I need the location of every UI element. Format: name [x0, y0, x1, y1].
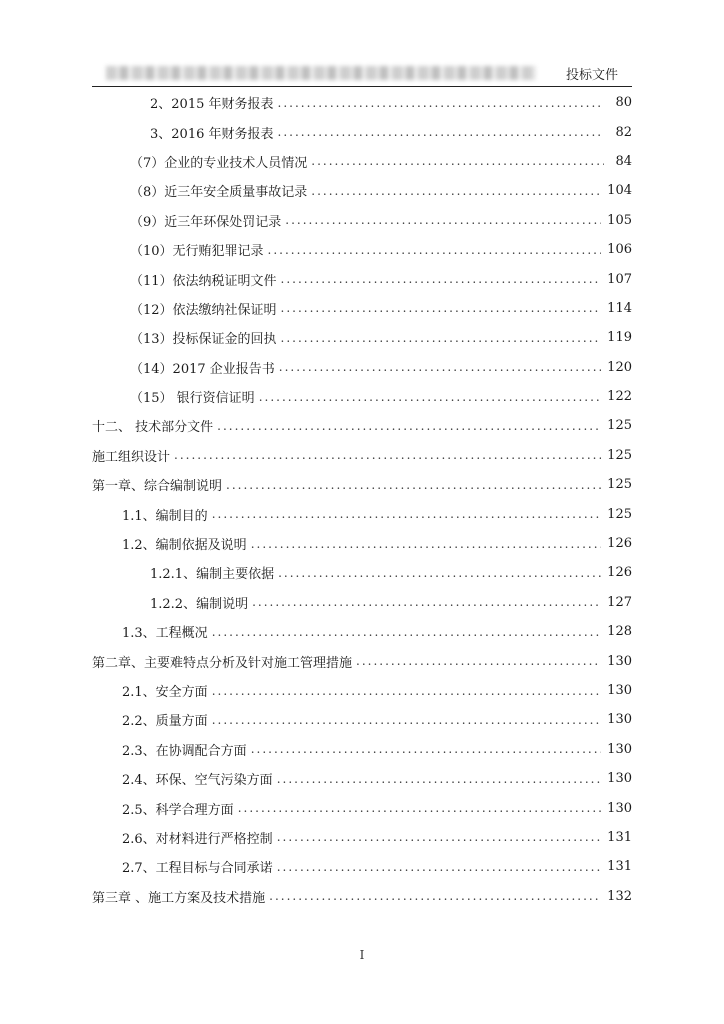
toc-leader-dots — [278, 96, 605, 110]
toc-entry-title: （14）2017 企业报告书 — [130, 361, 275, 377]
toc-entry-page-number: 128 — [607, 624, 632, 640]
toc-entry-page-number: 120 — [607, 359, 632, 375]
toc-entry[interactable] — [92, 382, 634, 411]
toc-entry-page-number: 127 — [607, 594, 632, 610]
toc-entry[interactable] — [92, 499, 634, 528]
table-of-contents — [92, 88, 634, 911]
toc-leader-dots — [269, 889, 601, 903]
toc-leader-dots — [281, 301, 602, 315]
toc-entry-page-number: 126 — [607, 565, 632, 581]
toc-entry[interactable] — [92, 588, 634, 617]
toc-entry[interactable] — [92, 617, 634, 646]
toc-entry-title: 第三章 、施工方案及技术措施 — [92, 890, 266, 906]
toc-entry[interactable] — [92, 353, 634, 382]
toc-leader-dots — [268, 243, 602, 257]
toc-entry-page-number: 125 — [607, 506, 632, 522]
toc-entry-title: （12）依法缴纳社保证明 — [130, 302, 277, 318]
toc-entry-title: 第一章、综合编制说明 — [92, 479, 223, 495]
toc-entry-title: 1.3、工程概况 — [122, 626, 208, 642]
toc-entry-page-number: 105 — [607, 212, 632, 228]
redacted-company-name — [106, 66, 536, 80]
toc-entry-title: （7）企业的专业技术人员情况 — [130, 155, 308, 171]
toc-entry-title: （13）投标保证金的回执 — [130, 332, 277, 348]
toc-entry-page-number: 125 — [607, 477, 632, 493]
document-type-label: 投标文件 — [565, 68, 618, 83]
toc-entry-title: 2.4、环保、空气污染方面 — [122, 773, 273, 789]
toc-entry-page-number: 130 — [607, 712, 632, 728]
toc-entry[interactable] — [92, 823, 634, 852]
toc-entry[interactable] — [92, 470, 634, 499]
toc-entry-page-number: 125 — [607, 418, 632, 434]
toc-entry-page-number: 104 — [607, 183, 632, 199]
toc-entry-title: 第二章、主要难特点分析及针对施工管理措施 — [92, 655, 353, 671]
toc-entry[interactable] — [92, 147, 634, 176]
toc-leader-dots — [281, 272, 602, 286]
toc-entry-title: 1.1、编制目的 — [122, 508, 208, 524]
toc-entry-title: 2.6、对材料进行严格控制 — [122, 831, 273, 847]
toc-leader-dots — [277, 860, 601, 874]
toc-entry-page-number: 130 — [607, 800, 632, 816]
toc-entry[interactable] — [92, 235, 634, 264]
toc-entry-page-number: 132 — [607, 888, 632, 904]
toc-entry-page-number: 106 — [607, 242, 632, 258]
toc-entry-page-number: 114 — [607, 300, 632, 316]
toc-entry-title: （8）近三年安全质量事故记录 — [130, 185, 308, 201]
toc-entry-page-number: 130 — [607, 771, 632, 787]
toc-entry-page-number: 82 — [615, 124, 632, 140]
toc-entry-page-number: 130 — [607, 653, 632, 669]
toc-leader-dots — [279, 360, 601, 374]
toc-entry[interactable] — [92, 176, 634, 205]
toc-entry[interactable] — [92, 294, 634, 323]
toc-leader-dots — [252, 595, 601, 609]
toc-entry[interactable] — [92, 88, 634, 117]
toc-entry[interactable] — [92, 117, 634, 146]
toc-entry-title: 2.1、安全方面 — [122, 685, 208, 700]
toc-leader-dots — [212, 507, 601, 521]
toc-entry-page-number: 131 — [607, 829, 632, 845]
toc-leader-dots — [278, 566, 601, 580]
toc-entry-title: 1.2.1、编制主要依据 — [150, 567, 275, 583]
toc-entry-title: 2.3、在协调配合方面 — [122, 743, 247, 759]
toc-entry-title: 施工组织设计 — [92, 449, 171, 465]
toc-entry-title: 十二、 技术部分文件 — [92, 420, 214, 436]
toc-entry[interactable] — [92, 676, 634, 705]
toc-leader-dots — [212, 713, 601, 727]
toc-entry-title: （15） 银行资信证明 — [130, 391, 255, 407]
toc-entry-title: 2.5、科学合理方面 — [122, 802, 234, 818]
toc-leader-dots — [217, 419, 601, 433]
toc-entry[interactable] — [92, 793, 634, 822]
toc-entry[interactable] — [92, 764, 634, 793]
page-header — [92, 58, 632, 87]
toc-entry-title: 2.7、工程目标与合同承诺 — [122, 861, 273, 877]
toc-leader-dots — [251, 742, 601, 756]
toc-leader-dots — [251, 537, 601, 551]
toc-entry-title: （10）无行贿犯罪记录 — [130, 244, 264, 260]
toc-entry[interactable] — [92, 411, 634, 440]
toc-entry-page-number: 131 — [607, 859, 632, 875]
toc-entry-title: 2.2、质量方面 — [122, 714, 208, 730]
toc-entry[interactable] — [92, 705, 634, 734]
toc-entry[interactable] — [92, 735, 634, 764]
toc-entry[interactable] — [92, 646, 634, 675]
toc-entry[interactable] — [92, 264, 634, 293]
toc-entry-title: 1.2.2、编制说明 — [150, 596, 249, 612]
toc-entry[interactable] — [92, 206, 634, 235]
toc-entry-page-number: 130 — [607, 741, 632, 757]
toc-entry-page-number: 84 — [615, 153, 632, 169]
toc-leader-dots — [212, 625, 601, 639]
toc-entry-page-number: 80 — [615, 95, 632, 111]
toc-entry-title: （11）依法纳税证明文件 — [130, 273, 277, 289]
toc-leader-dots — [259, 390, 601, 404]
toc-entry[interactable] — [92, 558, 634, 587]
toc-entry[interactable] — [92, 882, 634, 911]
toc-entry-page-number: 122 — [607, 389, 632, 405]
toc-leader-dots — [212, 684, 601, 698]
toc-leader-dots — [174, 448, 601, 462]
toc-leader-dots — [281, 331, 602, 345]
toc-entry[interactable] — [92, 323, 634, 352]
toc-entry[interactable] — [92, 529, 634, 558]
toc-entry-title: 2、2015 年财务报表 — [150, 97, 274, 113]
toc-entry-title: （9）近三年环保处罚记录 — [130, 214, 282, 230]
toc-entry-page-number: 119 — [607, 330, 632, 346]
page-number: I — [359, 948, 365, 962]
toc-leader-dots — [238, 801, 601, 815]
toc-leader-dots — [277, 772, 601, 786]
toc-entry-title: 3、2016 年财务报表 — [150, 126, 274, 142]
toc-entry[interactable] — [92, 852, 634, 881]
toc-leader-dots — [285, 213, 601, 227]
toc-entry-page-number: 130 — [607, 683, 632, 698]
toc-entry-page-number: 107 — [607, 271, 632, 287]
toc-leader-dots — [277, 830, 601, 844]
toc-entry-title: 1.2、编制依据及说明 — [122, 538, 247, 554]
toc-leader-dots — [356, 654, 601, 668]
toc-entry-page-number: 126 — [607, 536, 632, 552]
toc-leader-dots — [278, 125, 605, 139]
toc-leader-dots — [311, 184, 601, 198]
toc-entry-page-number: 125 — [607, 447, 632, 463]
toc-leader-dots — [311, 154, 604, 168]
toc-entry[interactable] — [92, 441, 634, 470]
toc-leader-dots — [226, 478, 601, 492]
